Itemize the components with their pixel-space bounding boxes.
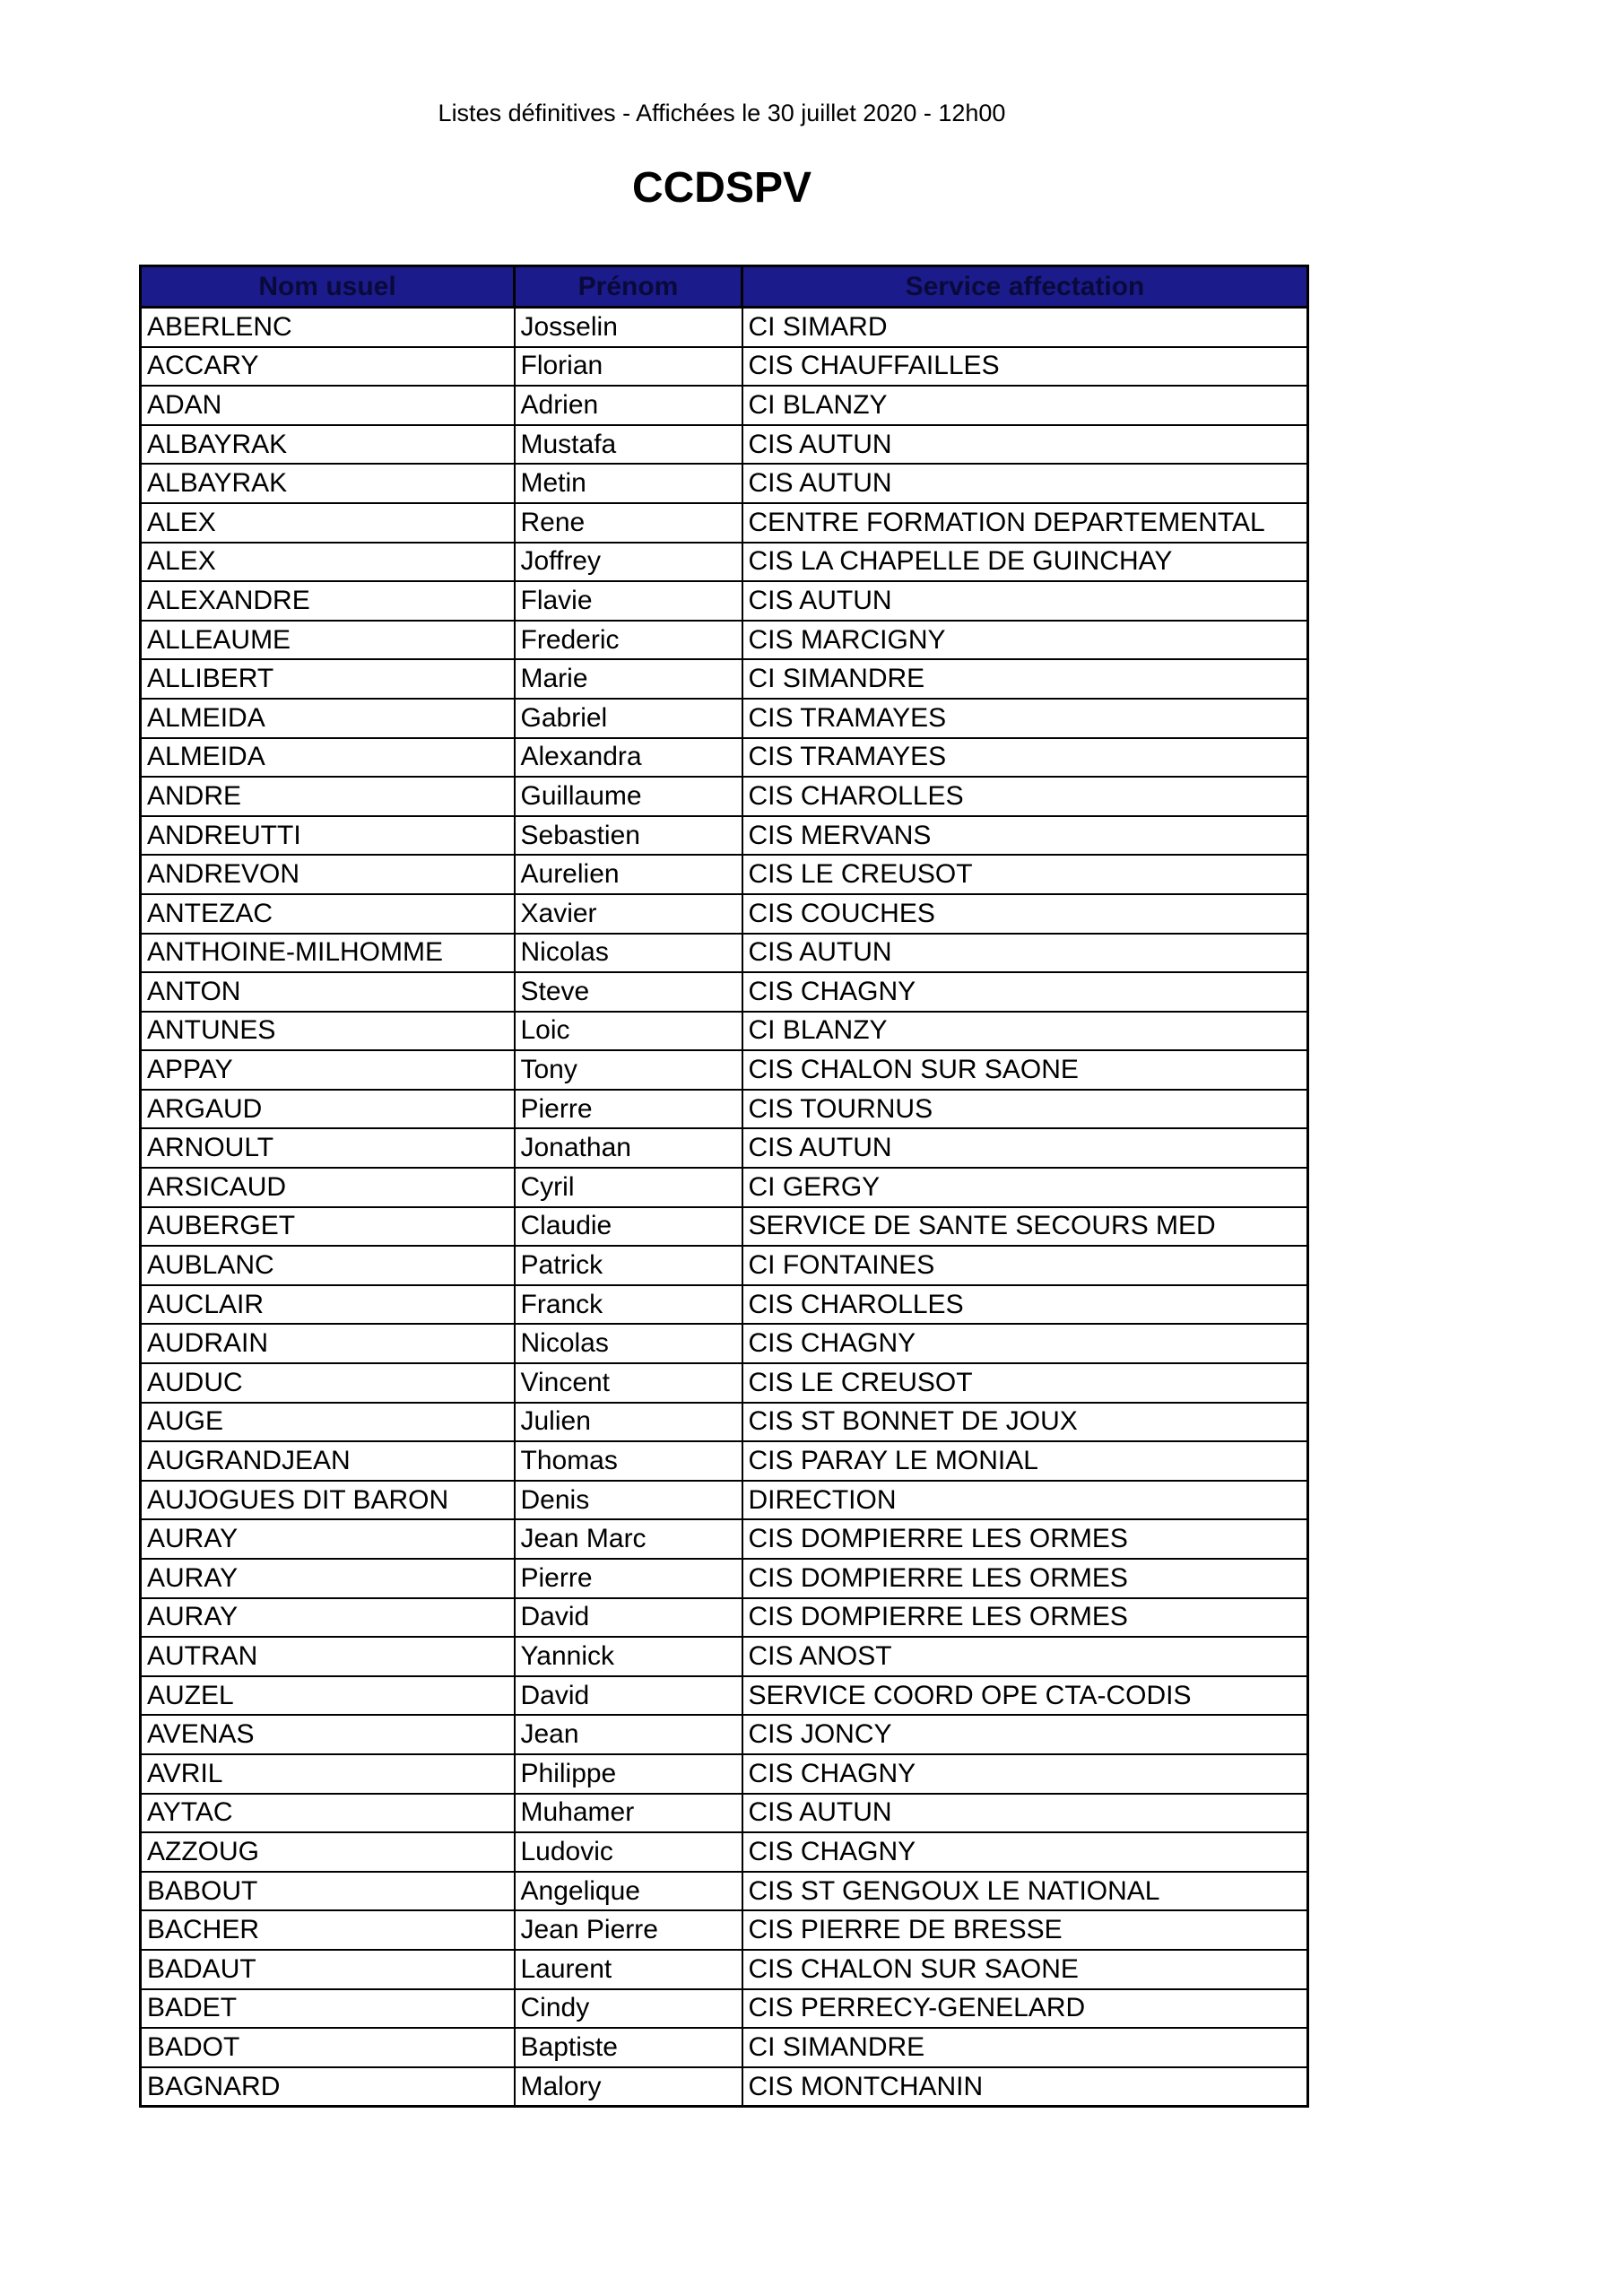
cell-nom-usuel: BADET <box>141 1989 515 2029</box>
table-row <box>141 581 1308 621</box>
cell-prenom: Claudie <box>515 1207 742 1247</box>
column-header-prenom: Prénom <box>515 266 742 308</box>
table-row <box>141 934 1308 973</box>
table-row <box>141 1598 1308 1638</box>
cell-nom-usuel: ALEX <box>141 543 515 582</box>
table-row <box>141 2067 1308 2107</box>
table-row <box>141 1207 1308 1247</box>
cell-nom-usuel: ANTEZAC <box>141 894 515 934</box>
cell-service-affectation: CENTRE FORMATION DEPARTEMENTAL <box>742 503 1308 543</box>
cell-prenom: Loic <box>515 1012 742 1051</box>
cell-service-affectation: CIS DOMPIERRE LES ORMES <box>742 1598 1308 1638</box>
cell-nom-usuel: ABERLENC <box>141 308 515 347</box>
cell-nom-usuel: APPAY <box>141 1050 515 1090</box>
cell-nom-usuel: ARNOULT <box>141 1128 515 1168</box>
cell-service-affectation: CIS TRAMAYES <box>742 738 1308 778</box>
cell-prenom: Florian <box>515 347 742 387</box>
cell-prenom: Jonathan <box>515 1128 742 1168</box>
cell-nom-usuel: AVRIL <box>141 1754 515 1794</box>
cell-service-affectation: CIS CHALON SUR SAONE <box>742 1950 1308 1989</box>
cell-nom-usuel: AUDRAIN <box>141 1324 515 1363</box>
cell-service-affectation: CIS ANOST <box>742 1637 1308 1676</box>
cell-nom-usuel: ALBAYRAK <box>141 425 515 465</box>
cell-prenom: Metin <box>515 464 742 503</box>
cell-service-affectation: CIS AUTUN <box>742 1128 1308 1168</box>
table-row <box>141 1363 1308 1403</box>
cell-prenom: Pierre <box>515 1090 742 1129</box>
cell-service-affectation: CIS CHAGNY <box>742 1754 1308 1794</box>
cell-prenom: Vincent <box>515 1363 742 1403</box>
column-header-service-affectation: Service affectation <box>742 266 1308 308</box>
cell-nom-usuel: ALEX <box>141 503 515 543</box>
cell-service-affectation: CIS LA CHAPELLE DE GUINCHAY <box>742 543 1308 582</box>
cell-prenom: Tony <box>515 1050 742 1090</box>
cell-service-affectation: DIRECTION <box>742 1481 1308 1520</box>
cell-prenom: Xavier <box>515 894 742 934</box>
table-row <box>141 1246 1308 1285</box>
table-body <box>141 308 1308 2107</box>
cell-nom-usuel: ALBAYRAK <box>141 464 515 503</box>
table-row <box>141 1754 1308 1794</box>
table-row <box>141 347 1308 387</box>
cell-nom-usuel: BAGNARD <box>141 2067 515 2107</box>
cell-prenom: Joffrey <box>515 543 742 582</box>
cell-service-affectation: CIS CHAGNY <box>742 972 1308 1012</box>
table-row <box>141 1715 1308 1754</box>
cell-service-affectation: CIS AUTUN <box>742 581 1308 621</box>
cell-service-affectation: SERVICE COORD OPE CTA-CODIS <box>742 1676 1308 1716</box>
cell-prenom: Malory <box>515 2067 742 2107</box>
cell-prenom: Yannick <box>515 1637 742 1676</box>
table-row <box>141 1012 1308 1051</box>
table-row <box>141 1950 1308 1989</box>
cell-nom-usuel: AVENAS <box>141 1715 515 1754</box>
cell-service-affectation: CI GERGY <box>742 1168 1308 1207</box>
cell-service-affectation: CIS COUCHES <box>742 894 1308 934</box>
cell-prenom: Jean <box>515 1715 742 1754</box>
cell-service-affectation: CIS LE CREUSOT <box>742 855 1308 894</box>
cell-nom-usuel: AUBLANC <box>141 1246 515 1285</box>
cell-service-affectation: CIS AUTUN <box>742 934 1308 973</box>
table-row <box>141 621 1308 660</box>
table-row <box>141 1324 1308 1363</box>
cell-service-affectation: CIS ST BONNET DE JOUX <box>742 1403 1308 1442</box>
table-row <box>141 1519 1308 1559</box>
cell-service-affectation: CI SIMANDRE <box>742 2028 1308 2067</box>
cell-service-affectation: CIS MERVANS <box>742 816 1308 856</box>
cell-nom-usuel: ALEXANDRE <box>141 581 515 621</box>
cell-prenom: Jean Marc <box>515 1519 742 1559</box>
table-row <box>141 699 1308 738</box>
cell-prenom: Frederic <box>515 621 742 660</box>
table-row <box>141 1637 1308 1676</box>
table-row <box>141 1441 1308 1481</box>
table-row <box>141 425 1308 465</box>
cell-prenom: Denis <box>515 1481 742 1520</box>
table-row <box>141 1989 1308 2029</box>
cell-nom-usuel: AUZEL <box>141 1676 515 1716</box>
cell-prenom: Angelique <box>515 1872 742 1911</box>
cell-prenom: Philippe <box>515 1754 742 1794</box>
cell-prenom: Josselin <box>515 308 742 347</box>
cell-nom-usuel: AZZOUG <box>141 1832 515 1872</box>
cell-service-affectation: CIS CHAGNY <box>742 1832 1308 1872</box>
cell-prenom: Julien <box>515 1403 742 1442</box>
table-row <box>141 1910 1308 1950</box>
cell-service-affectation: CIS LE CREUSOT <box>742 1363 1308 1403</box>
cell-prenom: Aurelien <box>515 855 742 894</box>
table-row <box>141 503 1308 543</box>
cell-prenom: David <box>515 1598 742 1638</box>
cell-service-affectation: CI BLANZY <box>742 1012 1308 1051</box>
cell-prenom: Alexandra <box>515 738 742 778</box>
cell-service-affectation: CIS ST GENGOUX LE NATIONAL <box>742 1872 1308 1911</box>
cell-service-affectation: CIS AUTUN <box>742 1794 1308 1833</box>
table-row <box>141 659 1308 699</box>
cell-service-affectation: CIS JONCY <box>742 1715 1308 1754</box>
cell-service-affectation: CIS AUTUN <box>742 464 1308 503</box>
table-row <box>141 1794 1308 1833</box>
cell-nom-usuel: ANTUNES <box>141 1012 515 1051</box>
cell-nom-usuel: ADAN <box>141 386 515 425</box>
cell-service-affectation: CIS DOMPIERRE LES ORMES <box>742 1559 1308 1598</box>
cell-nom-usuel: ARGAUD <box>141 1090 515 1129</box>
table-row <box>141 308 1308 347</box>
cell-prenom: David <box>515 1676 742 1716</box>
page-title: CCDSPV <box>631 164 812 212</box>
cell-nom-usuel: ANDREVON <box>141 855 515 894</box>
cell-nom-usuel: AUTRAN <box>141 1637 515 1676</box>
cell-nom-usuel: AYTAC <box>141 1794 515 1833</box>
table-row <box>141 777 1308 816</box>
cell-prenom: Thomas <box>515 1441 742 1481</box>
cell-prenom: Mustafa <box>515 425 742 465</box>
cell-service-affectation: CIS CHALON SUR SAONE <box>742 1050 1308 1090</box>
table-row <box>141 855 1308 894</box>
cell-service-affectation: CIS TOURNUS <box>742 1090 1308 1129</box>
table-row <box>141 2028 1308 2067</box>
cell-service-affectation: SERVICE DE SANTE SECOURS MED <box>742 1207 1308 1247</box>
cell-prenom: Laurent <box>515 1950 742 1989</box>
cell-nom-usuel: BABOUT <box>141 1872 515 1911</box>
cell-service-affectation: CI BLANZY <box>742 386 1308 425</box>
cell-prenom: Baptiste <box>515 2028 742 2067</box>
cell-prenom: Cyril <box>515 1168 742 1207</box>
cell-nom-usuel: ANTHOINE-MILHOMME <box>141 934 515 973</box>
cell-service-affectation: CIS AUTUN <box>742 425 1308 465</box>
cell-service-affectation: CIS MONTCHANIN <box>742 2067 1308 2107</box>
table-row <box>141 1832 1308 1872</box>
table-row <box>141 1050 1308 1090</box>
cell-nom-usuel: AURAY <box>141 1559 515 1598</box>
cell-nom-usuel: ANTON <box>141 972 515 1012</box>
cell-nom-usuel: AUCLAIR <box>141 1285 515 1325</box>
cell-prenom: Nicolas <box>515 934 742 973</box>
cell-prenom: Flavie <box>515 581 742 621</box>
cell-service-affectation: CIS CHAUFFAILLES <box>742 347 1308 387</box>
cell-nom-usuel: ALMEIDA <box>141 738 515 778</box>
cell-prenom: Steve <box>515 972 742 1012</box>
table-row <box>141 1559 1308 1598</box>
list-subtitle: Listes définitives - Affichées le 30 juillet 2020 - 12h00 <box>438 100 1006 126</box>
table-row <box>141 972 1308 1012</box>
cell-nom-usuel: AUBERGET <box>141 1207 515 1247</box>
cell-prenom: Adrien <box>515 386 742 425</box>
cell-prenom: Muhamer <box>515 1794 742 1833</box>
table-row <box>141 1285 1308 1325</box>
cell-nom-usuel: AURAY <box>141 1598 515 1638</box>
table-row <box>141 464 1308 503</box>
cell-prenom: Ludovic <box>515 1832 742 1872</box>
cell-nom-usuel: ARSICAUD <box>141 1168 515 1207</box>
cell-service-affectation: CI SIMANDRE <box>742 659 1308 699</box>
table-row <box>141 1403 1308 1442</box>
cell-prenom: Patrick <box>515 1246 742 1285</box>
cell-service-affectation: CIS CHAGNY <box>742 1324 1308 1363</box>
column-header-nom-usuel: Nom usuel <box>141 266 515 308</box>
cell-nom-usuel: ALLIBERT <box>141 659 515 699</box>
cell-service-affectation: CIS MARCIGNY <box>742 621 1308 660</box>
cell-prenom: Gabriel <box>515 699 742 738</box>
cell-prenom: Franck <box>515 1285 742 1325</box>
cell-prenom: Cindy <box>515 1989 742 2029</box>
table-row <box>141 816 1308 856</box>
cell-prenom: Jean Pierre <box>515 1910 742 1950</box>
cell-service-affectation: CIS PIERRE DE BRESSE <box>742 1910 1308 1950</box>
cell-prenom: Nicolas <box>515 1324 742 1363</box>
table-row <box>141 1872 1308 1911</box>
table-row <box>141 1168 1308 1207</box>
table-row <box>141 543 1308 582</box>
cell-service-affectation: CI SIMARD <box>742 308 1308 347</box>
cell-prenom: Pierre <box>515 1559 742 1598</box>
cell-nom-usuel: AUDUC <box>141 1363 515 1403</box>
personnel-table <box>139 265 1309 2108</box>
cell-nom-usuel: ALLEAUME <box>141 621 515 660</box>
cell-prenom: Marie <box>515 659 742 699</box>
cell-nom-usuel: BADOT <box>141 2028 515 2067</box>
cell-service-affectation: CIS DOMPIERRE LES ORMES <box>742 1519 1308 1559</box>
cell-nom-usuel: AUGE <box>141 1403 515 1442</box>
cell-prenom: Sebastien <box>515 816 742 856</box>
table-row <box>141 894 1308 934</box>
cell-nom-usuel: AUJOGUES DIT BARON <box>141 1481 515 1520</box>
cell-prenom: Rene <box>515 503 742 543</box>
cell-service-affectation: CIS CHAROLLES <box>742 1285 1308 1325</box>
cell-nom-usuel: ALMEIDA <box>141 699 515 738</box>
cell-nom-usuel: ACCARY <box>141 347 515 387</box>
cell-prenom: Guillaume <box>515 777 742 816</box>
table-header-row <box>141 266 1308 308</box>
cell-nom-usuel: BACHER <box>141 1910 515 1950</box>
cell-service-affectation: CIS CHAROLLES <box>742 777 1308 816</box>
table-row <box>141 1128 1308 1168</box>
cell-service-affectation: CI FONTAINES <box>742 1246 1308 1285</box>
table-row <box>141 1481 1308 1520</box>
table-row <box>141 1676 1308 1716</box>
table-row <box>141 738 1308 778</box>
table-row <box>141 386 1308 425</box>
cell-service-affectation: CIS TRAMAYES <box>742 699 1308 738</box>
table-row <box>141 1090 1308 1129</box>
cell-nom-usuel: AUGRANDJEAN <box>141 1441 515 1481</box>
cell-nom-usuel: ANDREUTTI <box>141 816 515 856</box>
cell-nom-usuel: AURAY <box>141 1519 515 1559</box>
cell-service-affectation: CIS PARAY LE MONIAL <box>742 1441 1308 1481</box>
cell-service-affectation: CIS PERRECY-GENELARD <box>742 1989 1308 2029</box>
cell-nom-usuel: ANDRE <box>141 777 515 816</box>
cell-nom-usuel: BADAUT <box>141 1950 515 1989</box>
